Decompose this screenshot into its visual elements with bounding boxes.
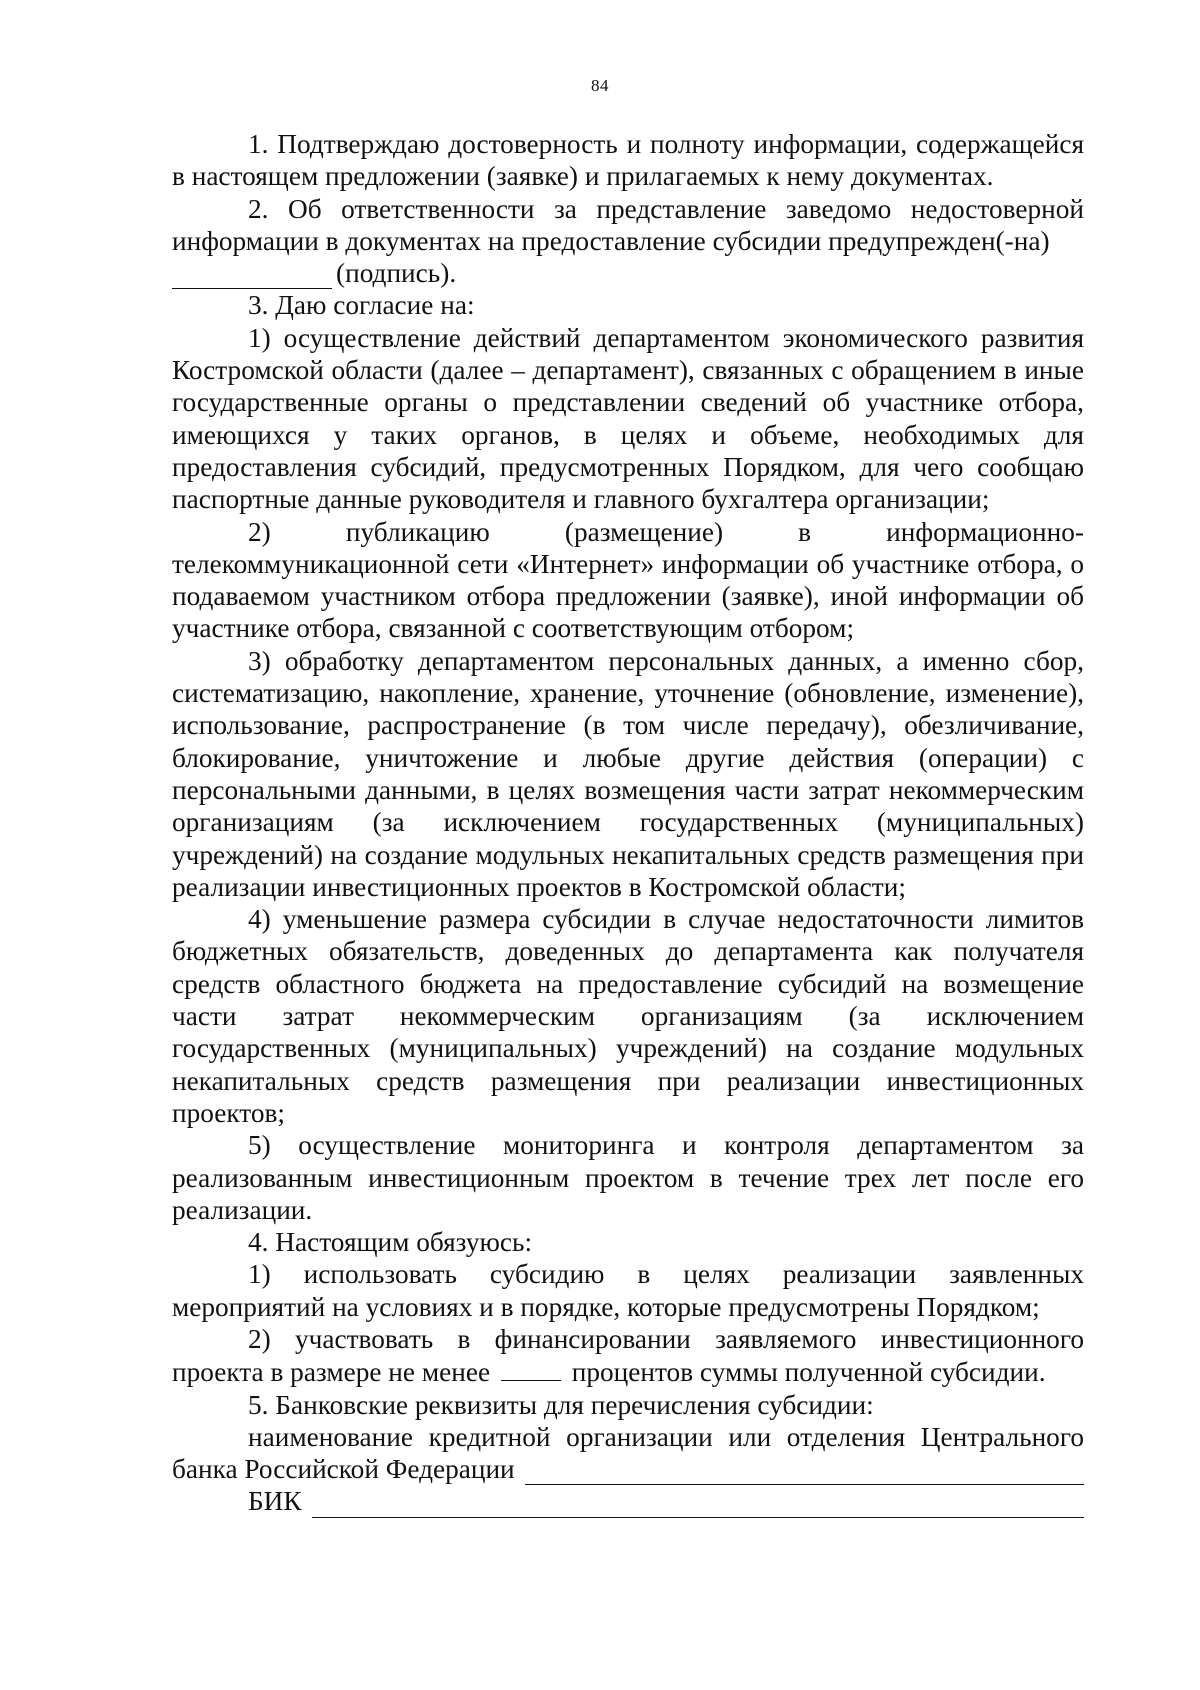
paragraph-confirmation: 1. Подтверждаю достоверность и полноту информации, содержащейся в настоящем предложении (заявке) и прилагаемых к нему документах. bbox=[172, 129, 1084, 192]
paragraph-obligation-2 bbox=[172, 1323, 1084, 1389]
signature-label: (подпись). bbox=[336, 258, 457, 289]
paragraph-bank-details-heading: 5. Банковские реквизиты для перечисления субсидии: bbox=[248, 1389, 874, 1420]
document-body bbox=[172, 128, 1084, 1518]
signature-line-row bbox=[172, 257, 1084, 289]
paragraph-obligation-1: 1) использовать субсидию в целях реализации заявленных мероприятий на условиях и в порядке, которые предусмотрены Порядком; bbox=[172, 1259, 1084, 1322]
page-number: 84 bbox=[591, 76, 609, 95]
percent-blank[interactable] bbox=[501, 1355, 561, 1381]
paragraph-consent-3: 3) обработку департаментом персональных данных, а именно сбор, систематизацию, накопление, хранение, уточнение (обновление, изменение), использование, распространение (в том числе передачу), обезличивание, блокирование, уничтожение и любые другие действия (операции) с персональными данными, в целях возмещения части затрат некоммерческим организациям (за исключением государственных (муниципальных) учреждений) на создание модульных некапитальных средств размещения при реализации инвестиционных проектов в Костромской области; bbox=[172, 645, 1084, 902]
bank-name-label-line2: банка Российской Федерации bbox=[172, 1454, 515, 1485]
obligation-2-text-after: процентов суммы полученной субсидии. bbox=[571, 1357, 1046, 1388]
paragraph-consent-5: 5) осуществление мониторинга и контроля департаментом за реализованным инвестиционным проектом в течение трех лет после его реализации. bbox=[172, 1130, 1084, 1225]
bik-row bbox=[172, 1485, 1084, 1517]
paragraph-consent-4: 4) уменьшение размера субсидии в случае недостаточности лимитов бюджетных обязательств, доведенных до департамента как получателя средств областного бюджета на предоставление субсидий на возмещение части затрат некоммерческим организациям (за исключением государственных (муниципальных) учреждений) на создание модульных некапитальных средств размещения при реализации инвестиционных проектов; bbox=[172, 904, 1084, 1128]
paragraph-consent-1: 1) осуществление действий департаментом экономического развития Костромской области (далее – департамент), связанных с обращением в иные государственные органы о представлении сведений об участнике отбора, имеющихся у таких органов, в целях и объеме, необходимых для предоставления субсидий, предусмотренных Порядком, для чего сообщаю паспортные данные руководителя и главного бухгалтера организации; bbox=[172, 322, 1084, 515]
paragraph-responsibility: 2. Об ответственности за представление заведомо недостоверной информации в документах на предоставление субсидии предупрежден(-на) bbox=[172, 193, 1084, 256]
bank-name-blank[interactable] bbox=[525, 1459, 1084, 1485]
paragraph-consent-2: 2) публикацию (размещение) в информационно-телекоммуникационной сети «Интернет» информации об участнике отбора, о подаваемом участником отбора предложении (заявке), иной информации об участнике отбора, связанной с соответствующим отбором; bbox=[172, 516, 1084, 644]
paragraph-obligations-heading: 4. Настоящим обязуюсь: bbox=[248, 1227, 533, 1258]
bik-blank[interactable] bbox=[312, 1492, 1084, 1518]
signature-blank[interactable] bbox=[172, 263, 332, 289]
bank-name-row bbox=[172, 1453, 1084, 1485]
paragraph-consent-heading: 3. Даю согласие на: bbox=[248, 290, 475, 321]
bik-label: БИК bbox=[248, 1486, 302, 1517]
obligation-2-text-before: 2) участвовать в финансировании заявляемого инвестиционного проекта в размере не менее bbox=[172, 1323, 1084, 1388]
bank-name-label-line1: наименование кредитной организации или отделения Центрального bbox=[248, 1421, 1084, 1452]
